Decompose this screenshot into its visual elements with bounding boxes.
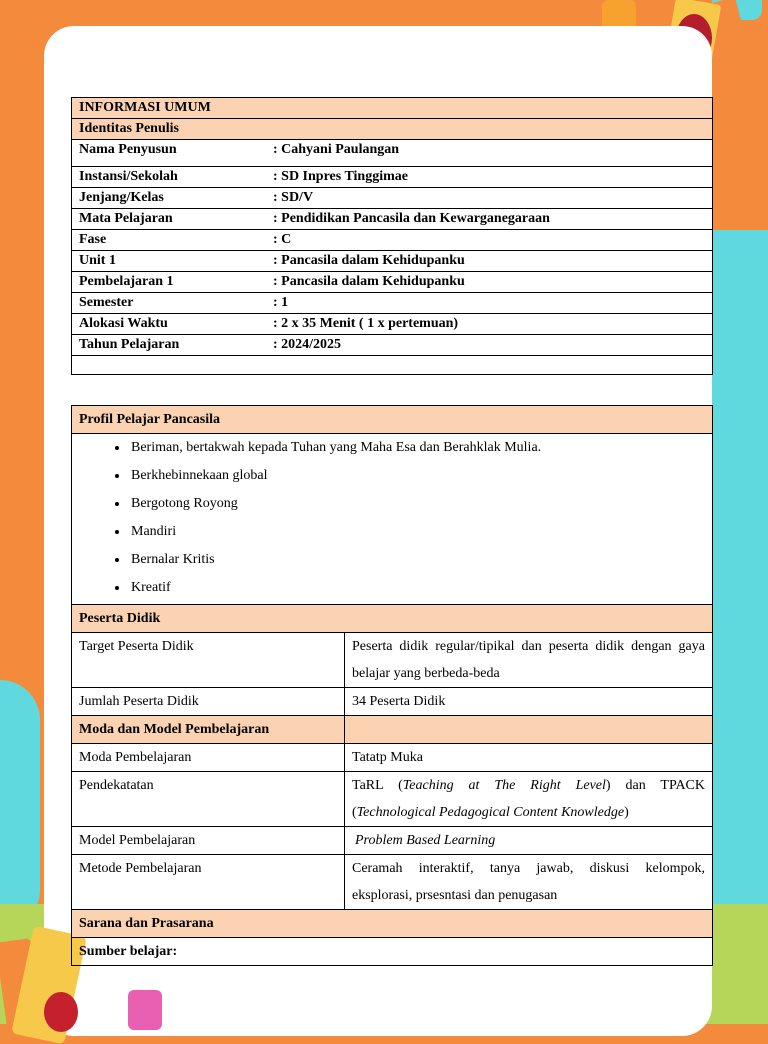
model-label: Model Pembelajaran	[72, 827, 345, 855]
metode-label: Metode Pembelajaran	[72, 855, 345, 910]
paint-brush-decoration-bottom	[44, 992, 78, 1032]
informasi-umum-table	[71, 97, 713, 375]
target-value: Peserta didik regular/tipikal dan peserta didik dengan gaya belajar yang berbeda-beda	[345, 633, 713, 688]
list-item: • Mandiri	[129, 518, 705, 546]
moda-label: Moda Pembelajaran	[72, 744, 345, 772]
row-value: : 2 x 35 Menit ( 1 x pertemuan)	[266, 314, 713, 335]
empty-row	[72, 356, 713, 375]
row-label: Nama Penyusun	[72, 140, 267, 167]
row-label: Jenjang/Kelas	[72, 188, 267, 209]
background-teal-band	[708, 230, 768, 910]
table-row	[72, 855, 713, 910]
table-row	[72, 251, 713, 272]
table-row	[72, 272, 713, 293]
row-value: : C	[266, 230, 713, 251]
moda-value: Tatatp Muka	[345, 744, 713, 772]
row-value: : Pancasila dalam Kehidupanku	[266, 272, 713, 293]
table-row	[72, 314, 713, 335]
table-row	[72, 772, 713, 827]
row-label: Semester	[72, 293, 267, 314]
pendekatan-value: TaRL (Teaching at The Right Level) dan TPACK (Technological Pedagogical Content Knowledge)	[345, 772, 713, 827]
row-value: : 1	[266, 293, 713, 314]
table-row	[72, 230, 713, 251]
table-row	[72, 744, 713, 772]
pendekatan-label: Pendekatatan	[72, 772, 345, 827]
list-item: • Beriman, bertakwah kepada Tuhan yang Maha Esa dan Berahklak Mulia.	[129, 434, 705, 462]
jumlah-value: 34 Peserta Didik	[345, 688, 713, 716]
row-label: Pembelajaran 1	[72, 272, 267, 293]
table-row	[72, 209, 713, 230]
table-row	[72, 335, 713, 356]
moda-header: Moda dan Model Pembelajaran	[72, 716, 345, 744]
row-value: : SD/V	[266, 188, 713, 209]
row-label: Mata Pelajaran	[72, 209, 267, 230]
table-row	[72, 140, 713, 167]
moda-header-empty	[345, 716, 713, 744]
row-label: Fase	[72, 230, 267, 251]
row-value: : SD Inpres Tinggimae	[266, 167, 713, 188]
informasi-umum-title: INFORMASI UMUM	[72, 98, 713, 119]
eraser-decoration-bottom	[128, 990, 162, 1030]
sarana-header: Sarana dan Prasarana	[72, 910, 713, 938]
table-row	[72, 827, 713, 855]
jumlah-label: Jumlah Peserta Didik	[72, 688, 345, 716]
row-label: Tahun Pelajaran	[72, 335, 267, 356]
row-value: : Cahyani Paulangan	[266, 140, 713, 167]
list-item: • Bernalar Kritis	[129, 546, 705, 574]
peserta-header: Peserta Didik	[72, 605, 713, 633]
identitas-penulis-header: Identitas Penulis	[72, 119, 713, 140]
list-item: • Kreatif	[129, 574, 705, 602]
table-row	[72, 293, 713, 314]
target-label: Target Peserta Didik	[72, 633, 345, 688]
row-label: Alokasi Waktu	[72, 314, 267, 335]
table-row	[72, 188, 713, 209]
profil-list-cell	[72, 434, 713, 605]
profil-header: Profil Pelajar Pancasila	[72, 406, 713, 434]
table-row	[72, 688, 713, 716]
table-row	[72, 167, 713, 188]
profil-list	[79, 434, 705, 602]
row-label: Instansi/Sekolah	[72, 167, 267, 188]
row-value: : 2024/2025	[266, 335, 713, 356]
metode-value: Ceramah interaktif, tanya jawab, diskusi kelompok, eksplorasi, prsesntasi dan penugasan	[345, 855, 713, 910]
list-item: • Berkhebinnekaan global	[129, 462, 705, 490]
row-value: : Pendidikan Pancasila dan Kewarganegaraan	[266, 209, 713, 230]
list-item: • Bergotong Royong	[129, 490, 705, 518]
model-value: Problem Based Learning	[345, 827, 713, 855]
background-teal-left	[0, 680, 40, 930]
row-value: : Pancasila dalam Kehidupanku	[266, 251, 713, 272]
table-row	[72, 633, 713, 688]
row-label: Unit 1	[72, 251, 267, 272]
sumber-belajar: Sumber belajar:	[72, 938, 713, 966]
detail-table	[71, 405, 713, 966]
